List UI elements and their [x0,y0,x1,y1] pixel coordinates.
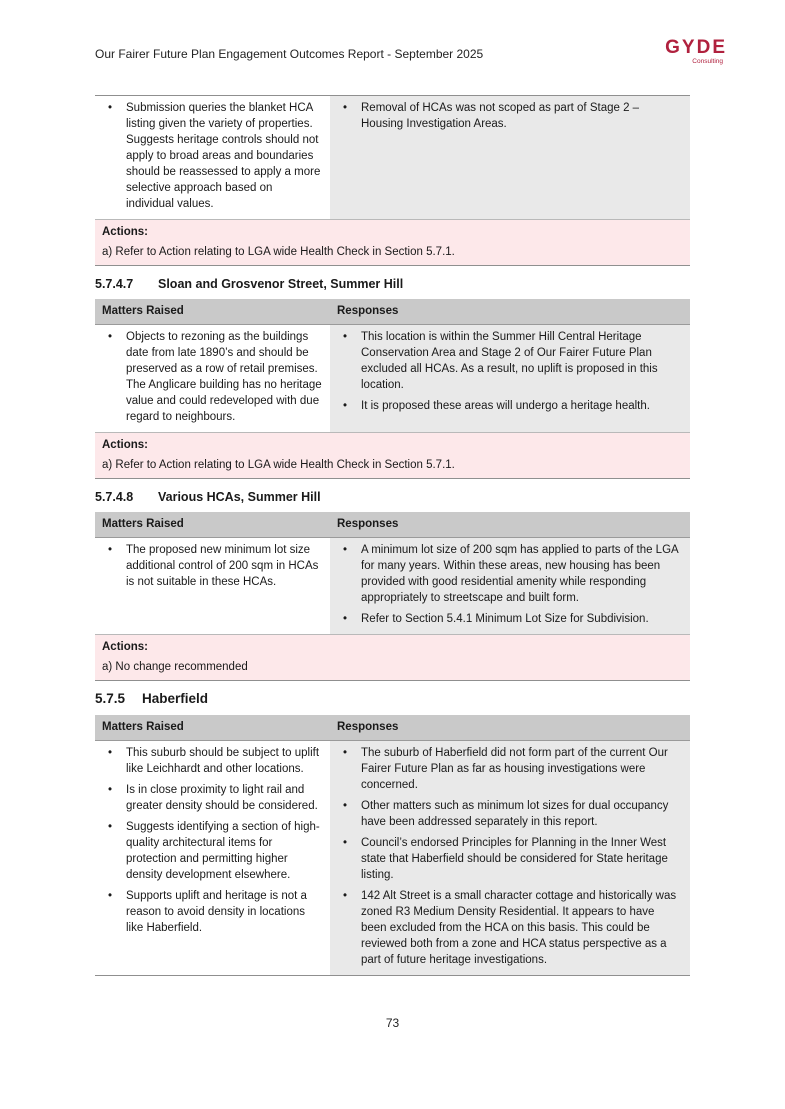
actions-title: Actions: [102,439,148,451]
page-content [95,95,690,976]
actions-text: a) Refer to Action relating to LGA wide Health Check in Section 5.7.1. [102,459,455,471]
continuation-table [95,95,690,219]
list-item: • Supports uplift and heritage is not a reason to avoid density in locations like Haberfield. [102,888,323,936]
column-header-matters: Matters Raised [95,715,330,741]
section-number: 5.7.4.8 [95,490,134,504]
list-item: • 142 Alt Street is a small character cottage and historically was zoned R3 Medium Density Residential. It appears to have been excluded from the HCA on this basis. This could be reviewed both from a zone and HCA status perspective as a part of future heritage investigations. [337,888,683,968]
actions-box [95,432,690,479]
list-item: • The suburb of Haberfield did not form part of the current Our Fairer Future Plan as far as housing investigations were concerned. [337,745,683,793]
list-item: • Refer to Section 5.4.1 Minimum Lot Size for Subdivision. [337,611,683,627]
table-row [95,325,690,433]
list-item: • The proposed new minimum lot size additional control of 200 sqm in HCAs is not suitable in these HCAs. [102,542,323,590]
column-header-responses: Responses [330,715,690,741]
column-header-responses: Responses [330,512,690,538]
actions-text: a) Refer to Action relating to LGA wide Health Check in Section 5.7.1. [102,246,455,258]
list-item: • This suburb should be subject to uplift like Leichhardt and other locations. [102,745,323,777]
list-item: • Suggests identifying a section of high-quality architectural items for protection and permitting higher density development elsewhere. [102,819,323,883]
column-header-matters: Matters Raised [95,299,330,325]
list-item: • Submission queries the blanket HCA listing given the variety of properties. Suggests heritage controls should not apply to broad areas and boundaries should be reassessed to apply a more selective approach based on individual values. [102,100,323,212]
section-title: Various HCAs, Summer Hill [158,490,321,504]
actions-box [95,634,690,681]
column-header-responses: Responses [330,299,690,325]
section-heading [95,489,690,505]
responses-cell [330,741,690,976]
section-heading [95,691,690,707]
matters-cell [95,741,330,976]
matters-table [95,299,690,432]
list-item: • Other matters such as minimum lot sizes for dual occupancy have been addressed separately in this report. [337,798,683,830]
list-item: • Objects to rezoning as the buildings date from late 1890’s and should be preserved as a row of retail premises. The Anglicare building has no heritage value and could redeveloped with due regard to neighbours. [102,329,323,425]
list-item: • This location is within the Summer Hill Central Heritage Conservation Area and Stage 2 of Our Fairer Future Plan excluded all HCAs. As a result, no uplift is proposed in this location. [337,329,683,393]
actions-text: a) No change recommended [102,661,248,673]
table-row [95,538,690,635]
list-item: • It is proposed these areas will undergo a heritage health. [337,398,683,414]
responses-cell [330,96,690,220]
list-item: • A minimum lot size of 200 sqm has applied to parts of the LGA for many years. Within these areas, new housing has been provided with good residential amenity while responding appropriately to streetscape and built form. [337,542,683,606]
actions-title: Actions: [102,226,148,238]
matters-table [95,715,690,976]
page-number: 73 [385,1016,400,1030]
matters-table [95,512,690,634]
matters-cell [95,538,330,635]
list-item: • Removal of HCAs was not scoped as part of Stage 2 – Housing Investigation Areas. [337,100,683,132]
section-title: Haberfield [142,691,209,706]
responses-cell [330,538,690,635]
logo-subtitle: Consulting [692,58,723,65]
table-row [95,741,690,976]
section-number: 5.7.5 [95,691,126,706]
gyde-logo [637,38,727,65]
table-row [95,96,690,220]
responses-cell [330,325,690,433]
section-title: Sloan and Grosvenor Street, Summer Hill [158,277,404,291]
actions-box [95,219,690,266]
list-item: • Council’s endorsed Principles for Planning in the Inner West state that Haberfield should be considered for State heritage listing. [337,835,683,883]
logo-wordmark: GYDE [665,37,727,58]
column-header-matters: Matters Raised [95,512,330,538]
matters-cell [95,96,330,220]
section-heading [95,276,690,292]
document-header-title: Our Fairer Future Plan Engagement Outcomes Report - September 2025 [95,47,484,61]
list-item: • Is in close proximity to light rail and greater density should be considered. [102,782,323,814]
actions-title: Actions: [102,641,148,653]
matters-cell [95,325,330,433]
section-number: 5.7.4.7 [95,277,134,291]
